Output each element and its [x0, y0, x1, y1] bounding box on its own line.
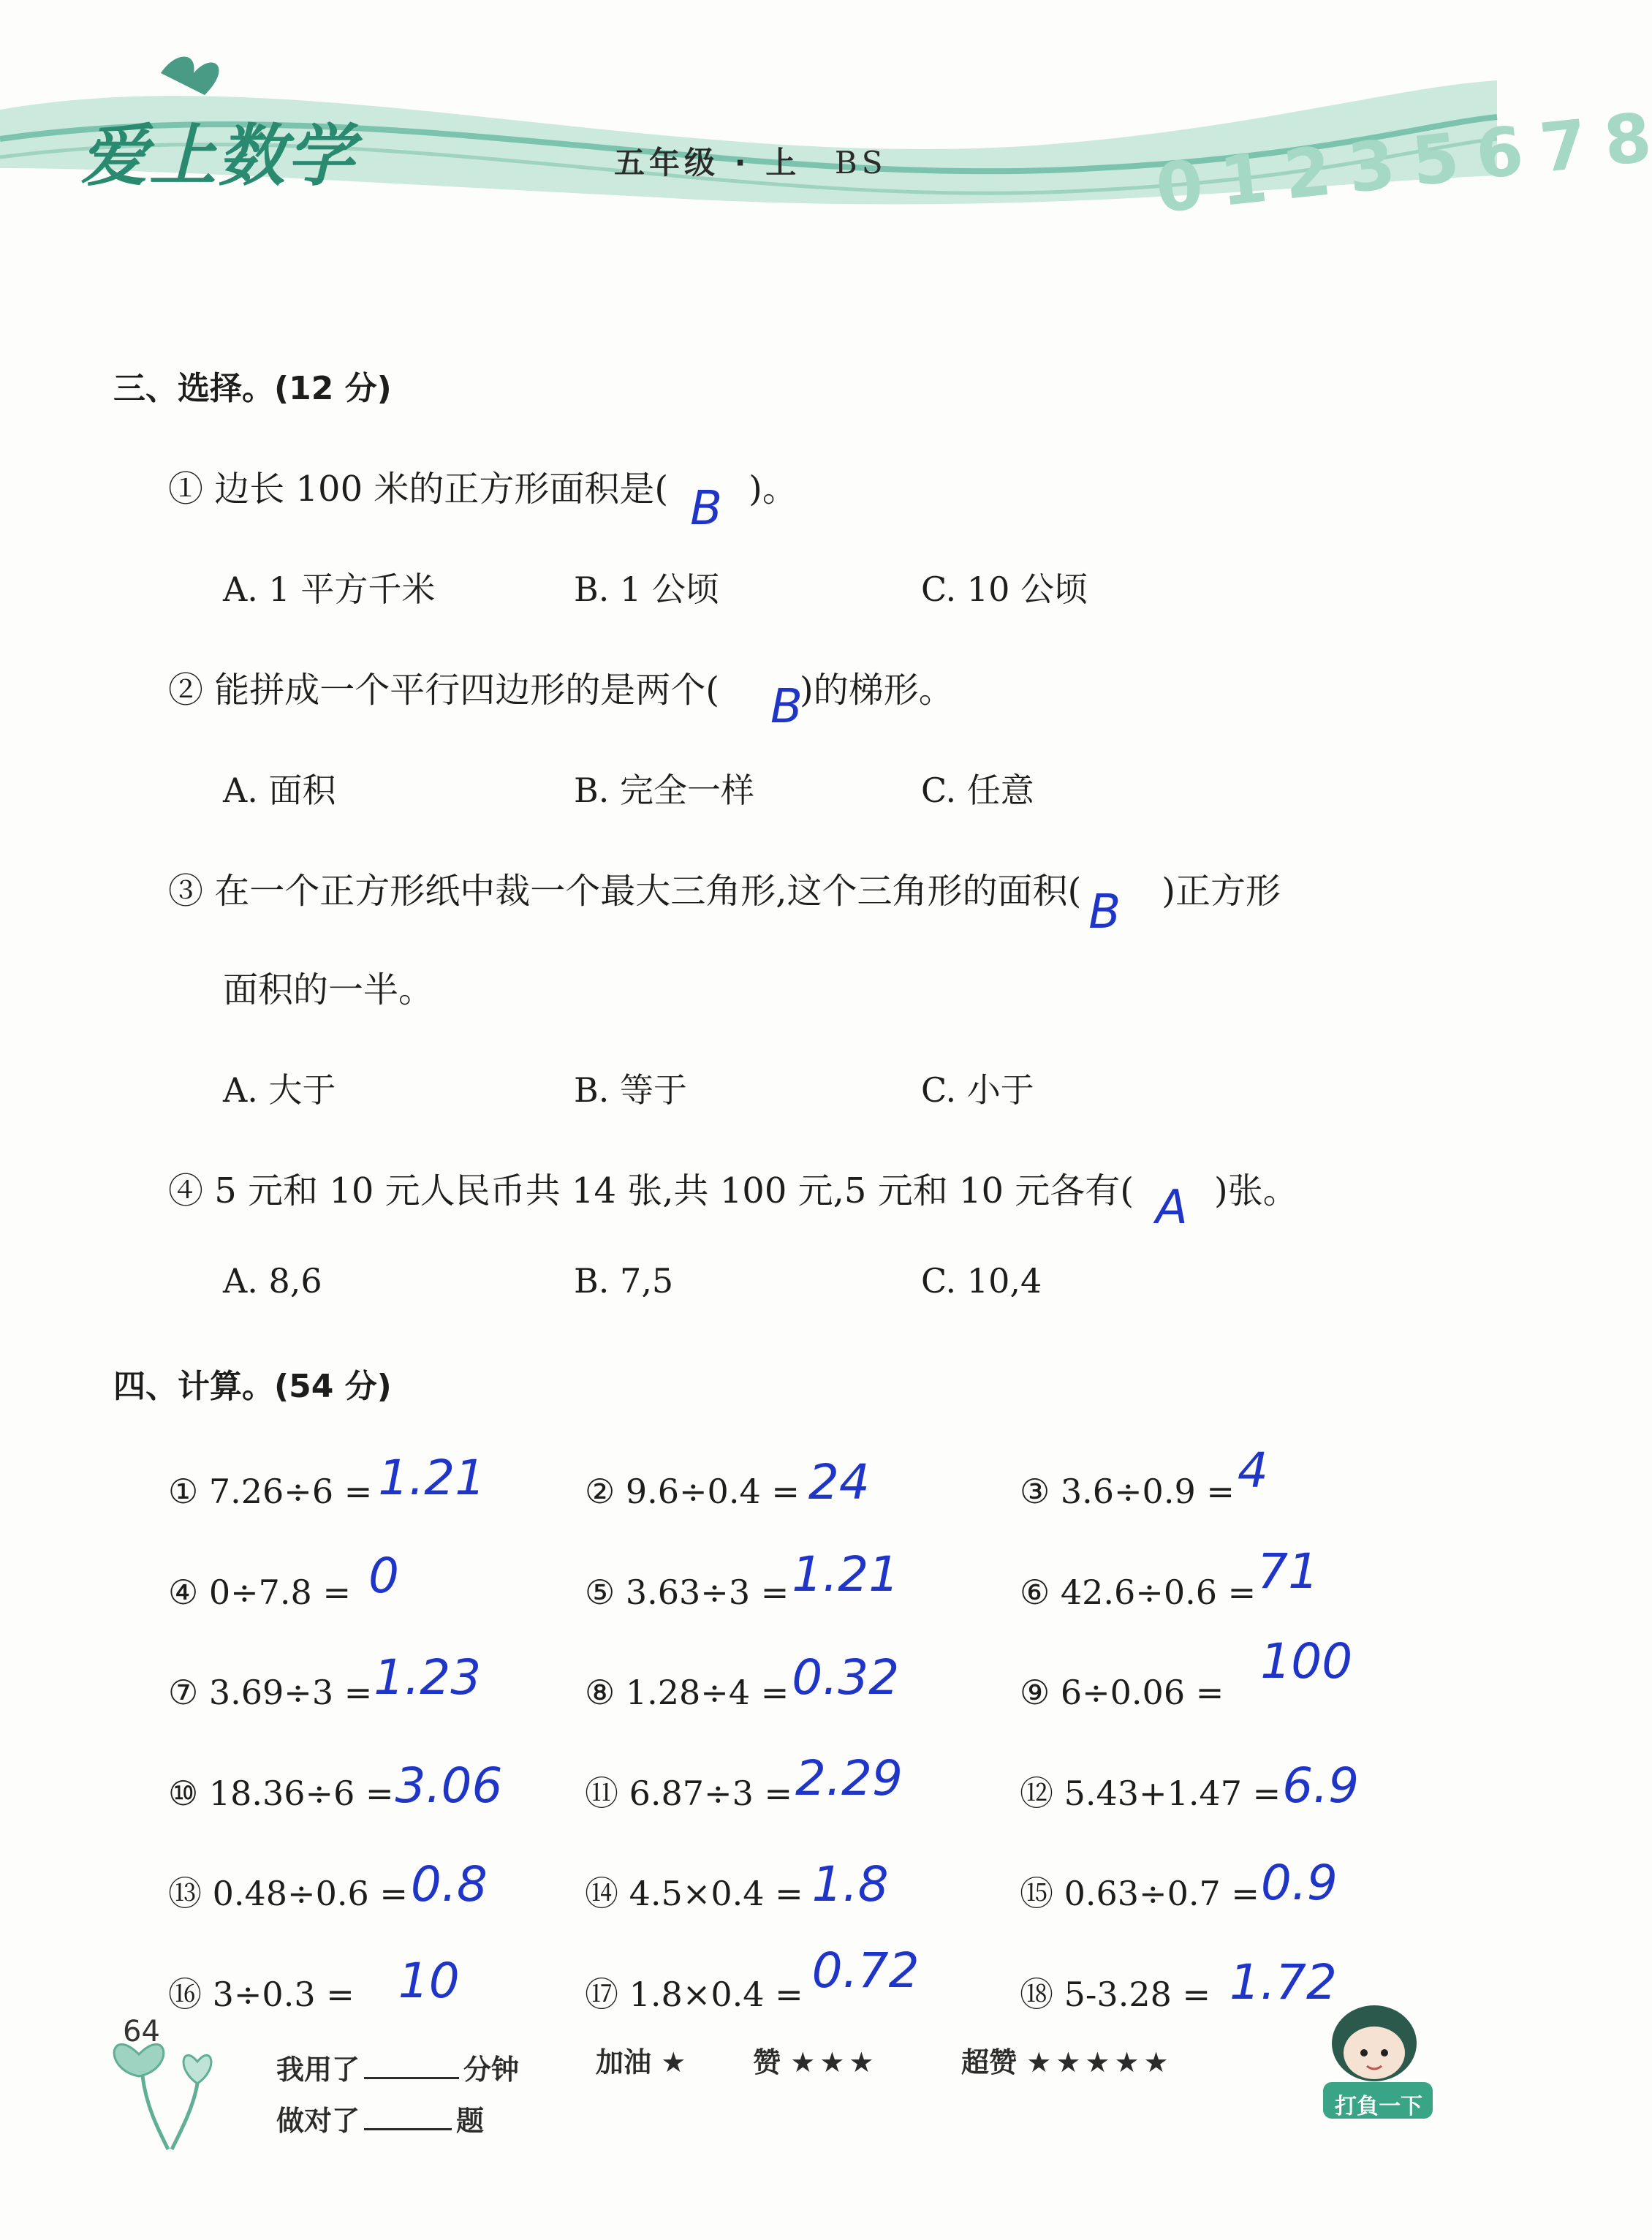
- calc-answer[interactable]: 1.72: [1229, 1954, 1337, 2010]
- question-4-tail: )张。: [1214, 1170, 1298, 1211]
- calc-answer[interactable]: 10: [398, 1953, 460, 2009]
- question-3-tail: )正方形: [1162, 871, 1281, 912]
- calc-answer[interactable]: 71: [1257, 1543, 1319, 1600]
- section3-title: 三、选择。(12 分): [113, 370, 392, 407]
- question-1-tail: )。: [749, 469, 797, 510]
- calc-problem: [585, 1750, 903, 1817]
- time-used-field: [276, 2047, 519, 2087]
- q2-option-c: C. 任意: [921, 771, 1034, 810]
- calc-answer[interactable]: 0.8: [410, 1856, 488, 1912]
- kick-mascot: [1301, 1996, 1447, 2127]
- correct-prefix: 做对了: [276, 2105, 360, 2137]
- kick-label: 打負一下: [1335, 2094, 1422, 2119]
- correct-count-field: [276, 2098, 484, 2138]
- correct-suffix: 题: [456, 2105, 485, 2137]
- grade-label: [614, 139, 887, 183]
- question-1: [168, 461, 797, 536]
- rating-label: 赞: [753, 2046, 781, 2078]
- question-4: [168, 1162, 1298, 1235]
- calc-expr: ⑱ 5-3.28 =: [1020, 1975, 1211, 2014]
- q3-option-c: C. 小于: [921, 1070, 1034, 1110]
- q1-option-b: B. 1 公顷: [574, 570, 719, 609]
- calc-answer[interactable]: 1.8: [811, 1856, 889, 1912]
- handwritten-answer: B: [770, 680, 803, 734]
- calc-answer[interactable]: 4: [1237, 1442, 1268, 1499]
- calc-expr: ② 9.6÷0.4 =: [585, 1472, 800, 1511]
- correct-blank[interactable]: [364, 2103, 452, 2130]
- calc-answer[interactable]: 1.21: [378, 1450, 486, 1506]
- calc-problem: [168, 1757, 503, 1817]
- calc-expr: ③ 3.6÷0.9 =: [1020, 1472, 1235, 1511]
- calc-expr: ⑮ 0.63÷0.7 =: [1020, 1874, 1259, 1913]
- question-1-text: ① 边长 100 米的正方形面积是(: [168, 469, 669, 510]
- logo: 爱上数学: [80, 116, 356, 195]
- calc-problem: [1020, 1855, 1338, 1917]
- rating-chaozan[interactable]: [961, 2040, 1173, 2080]
- flower-decoration: [88, 1996, 256, 2157]
- calc-expr: ⑤ 3.63÷3 =: [585, 1573, 789, 1612]
- calc-expr: ⑥ 42.6÷0.6 =: [1020, 1573, 1257, 1612]
- question-2: [168, 662, 954, 734]
- handwritten-answer: A: [1156, 1181, 1188, 1235]
- question-2-text: ② 能拼成一个平行四边形的是两个(: [168, 670, 719, 711]
- calc-problem: [1020, 1543, 1319, 1616]
- calc-problem: [585, 1942, 920, 2018]
- calc-problem: [1020, 1954, 1337, 2018]
- calc-problem: [1020, 1633, 1353, 1716]
- grade-text: 五年级 · 上: [614, 145, 801, 181]
- q1-option-a: A. 1 平方千米: [223, 570, 436, 609]
- rating-zan[interactable]: [753, 2040, 878, 2080]
- calc-expr: ⑨ 6÷0.06 =: [1020, 1673, 1224, 1712]
- star-icon: ★★★★★: [1026, 2046, 1173, 2078]
- calc-problem: [585, 1546, 900, 1616]
- section4-title: 四、计算。(54 分): [113, 1368, 392, 1405]
- calc-answer[interactable]: 0: [368, 1548, 399, 1604]
- page-number: 64: [123, 2015, 160, 2048]
- calc-answer[interactable]: 24: [808, 1454, 870, 1510]
- calc-expr: ⑬ 0.48÷0.6 =: [168, 1874, 408, 1913]
- question-3-text: ③ 在一个正方形纸中裁一个最大三角形,这个三角形的面积(: [168, 871, 1082, 912]
- calc-expr: ⑧ 1.28÷4 =: [585, 1673, 789, 1712]
- calc-expr: ⑫ 5.43+1.47 =: [1020, 1774, 1281, 1813]
- flower-icon: [88, 1996, 256, 2157]
- deco-digits: 0 1 2 3 5 6 7 8: [1152, 98, 1652, 229]
- calc-expr: ⑭ 4.5×0.4 =: [585, 1874, 803, 1913]
- rating-label: 超赞: [961, 2046, 1018, 2078]
- question-3: [168, 863, 1281, 939]
- time-blank[interactable]: [364, 2052, 459, 2079]
- q4-option-b: B. 7,5: [574, 1261, 674, 1301]
- q3-option-b: B. 等于: [574, 1070, 688, 1110]
- calc-expr: ⑯ 3÷0.3 =: [168, 1975, 355, 2014]
- calc-problem: [168, 1548, 399, 1616]
- calc-problem: [168, 1649, 482, 1716]
- q4-option-c: C. 10,4: [921, 1261, 1042, 1301]
- calc-answer[interactable]: 100: [1260, 1633, 1353, 1690]
- rating-jiayou[interactable]: [596, 2040, 690, 2080]
- calc-expr: ⑪ 6.87÷3 =: [585, 1774, 793, 1813]
- rating-label: 加油: [596, 2046, 652, 2078]
- question-4-text: ④ 5 元和 10 元人民币共 14 张,共 100 元,5 元和 10 元各有(: [168, 1170, 1134, 1211]
- handwritten-answer: B: [690, 482, 723, 536]
- calc-problem: [585, 1454, 870, 1515]
- q1-option-c: C. 10 公顷: [921, 570, 1088, 609]
- calc-problem: [1020, 1757, 1360, 1817]
- calc-answer[interactable]: 0.9: [1260, 1855, 1338, 1911]
- calc-answer[interactable]: 0.72: [811, 1942, 920, 1999]
- star-icon: ★★★: [790, 2046, 879, 2078]
- calc-problem: [585, 1856, 889, 1917]
- edition-text: BS: [834, 145, 887, 181]
- calc-answer[interactable]: 3.06: [395, 1757, 503, 1814]
- calc-answer[interactable]: 0.32: [792, 1649, 900, 1706]
- q3-option-a: A. 大于: [223, 1070, 336, 1110]
- q2-option-a: A. 面积: [223, 771, 336, 810]
- calc-answer[interactable]: 1.23: [374, 1649, 482, 1706]
- calc-problem: [585, 1649, 900, 1716]
- star-icon: ★: [661, 2046, 691, 2078]
- calc-problem: [1020, 1442, 1268, 1515]
- handwritten-answer: B: [1088, 885, 1121, 939]
- calc-answer[interactable]: 6.9: [1282, 1757, 1360, 1814]
- calc-expr: ④ 0÷7.8 =: [168, 1573, 351, 1612]
- calc-answer[interactable]: 1.21: [792, 1546, 900, 1603]
- question-3-line2: 面积的一半。: [223, 969, 434, 1010]
- calc-problem: [168, 1450, 486, 1515]
- calc-expr: ⑦ 3.69÷3 =: [168, 1673, 373, 1712]
- q4-option-a: A. 8,6: [223, 1261, 322, 1301]
- time-suffix: 分钟: [463, 2054, 520, 2086]
- time-prefix: 我用了: [276, 2054, 360, 2086]
- question-2-tail: )的梯形。: [800, 670, 954, 711]
- calc-expr: ⑰ 1.8×0.4 =: [585, 1975, 803, 2014]
- calc-problem: [168, 1856, 488, 1917]
- calc-expr: ⑩ 18.36÷6 =: [168, 1774, 394, 1813]
- calc-answer[interactable]: 2.29: [795, 1750, 903, 1806]
- calc-expr: ① 7.26÷6 =: [168, 1472, 373, 1511]
- q2-option-b: B. 完全一样: [574, 771, 755, 810]
